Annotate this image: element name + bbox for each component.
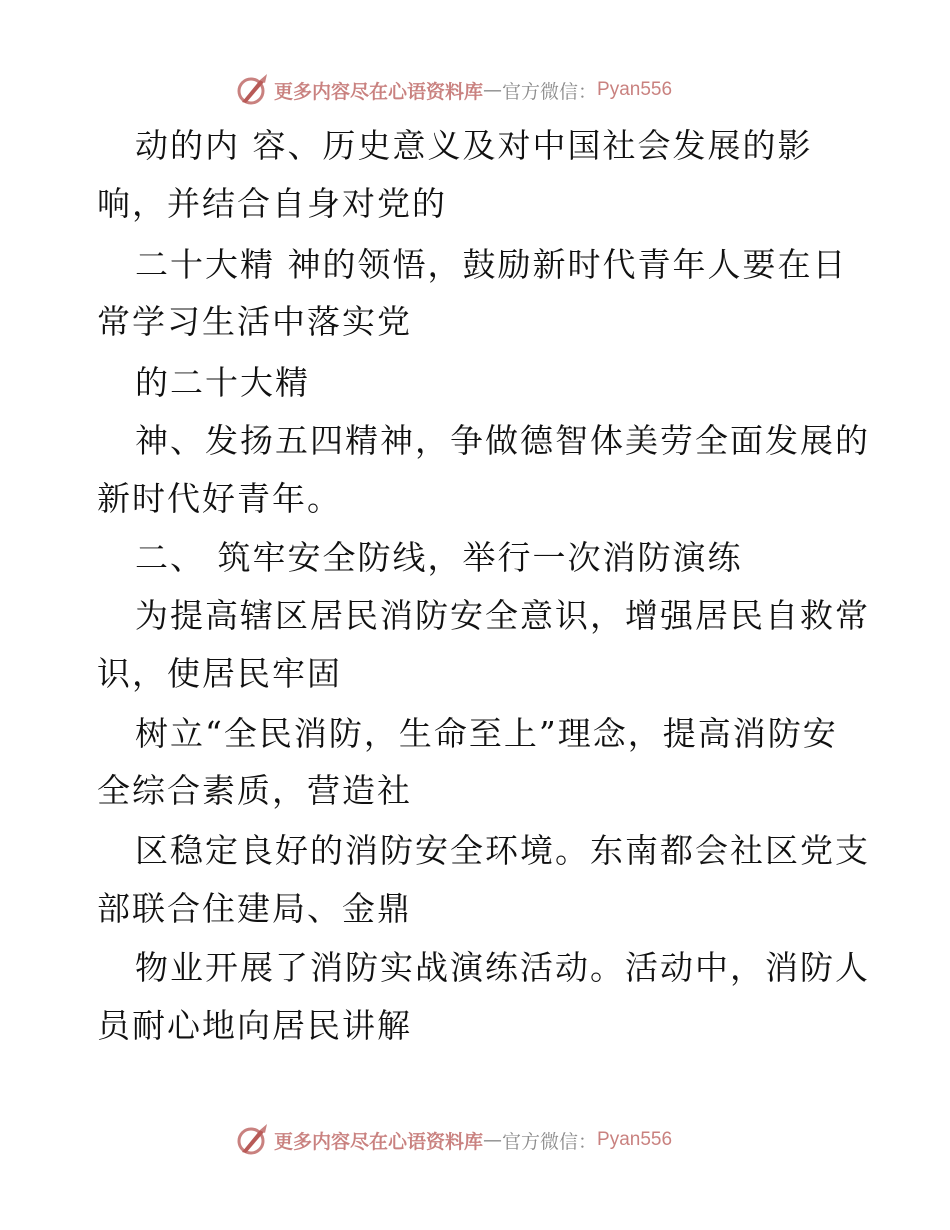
body-line: 二十大精 神的领悟，鼓励新时代青年人要在日 <box>135 245 848 284</box>
banner-title: 更多内容尽在心语资料库 <box>274 1130 484 1153</box>
body-line: 动的内 容、历史意义及对中国社会发展的影 <box>135 126 813 165</box>
body-line: 区稳定良好的消防安全环境。东南都会社区党支 <box>135 831 870 870</box>
body-line: 新时代好青年。 <box>97 479 342 518</box>
banner-wechat-id: Pyan556 <box>597 79 673 100</box>
banner-wechat-id: Pyan556 <box>597 1129 673 1150</box>
body-line: 全综合素质，营造社 <box>97 771 412 810</box>
body-line: 树立“全民消防，生命至上”理念，提高消防安 <box>135 714 838 753</box>
quill-pen-logo-icon <box>234 1122 270 1158</box>
section-heading: 二、 筑牢安全防线，举行一次消防演练 <box>135 538 743 577</box>
banner-dash: — <box>483 1129 503 1151</box>
banner-wechat-label: 官方微信： <box>502 1130 598 1153</box>
body-line: 为提高辖区居民消防安全意识，增强居民自救常 <box>135 596 870 635</box>
footer-banner <box>234 1120 672 1160</box>
body-line: 部联合住建局、金鼎 <box>97 889 412 928</box>
body-line: 响，并结合自身对党的 <box>97 184 447 223</box>
body-line: 识，使居民牢固 <box>97 654 342 693</box>
body-line: 神、发扬五四精神，争做德智体美劳全面发展的 <box>135 421 870 460</box>
banner-title: 更多内容尽在心语资料库 <box>274 80 484 103</box>
body-line: 的二十大精 <box>135 363 310 402</box>
banner-dash: — <box>483 79 503 101</box>
body-line: 常学习生活中落实党 <box>97 302 412 341</box>
banner-wechat-label: 官方微信： <box>502 80 598 103</box>
header-banner <box>234 70 672 110</box>
body-line: 物业开展了消防实战演练活动。活动中，消防人 <box>135 948 870 987</box>
quill-pen-logo-icon <box>234 72 270 108</box>
body-line: 员耐心地向居民讲解 <box>97 1006 412 1045</box>
